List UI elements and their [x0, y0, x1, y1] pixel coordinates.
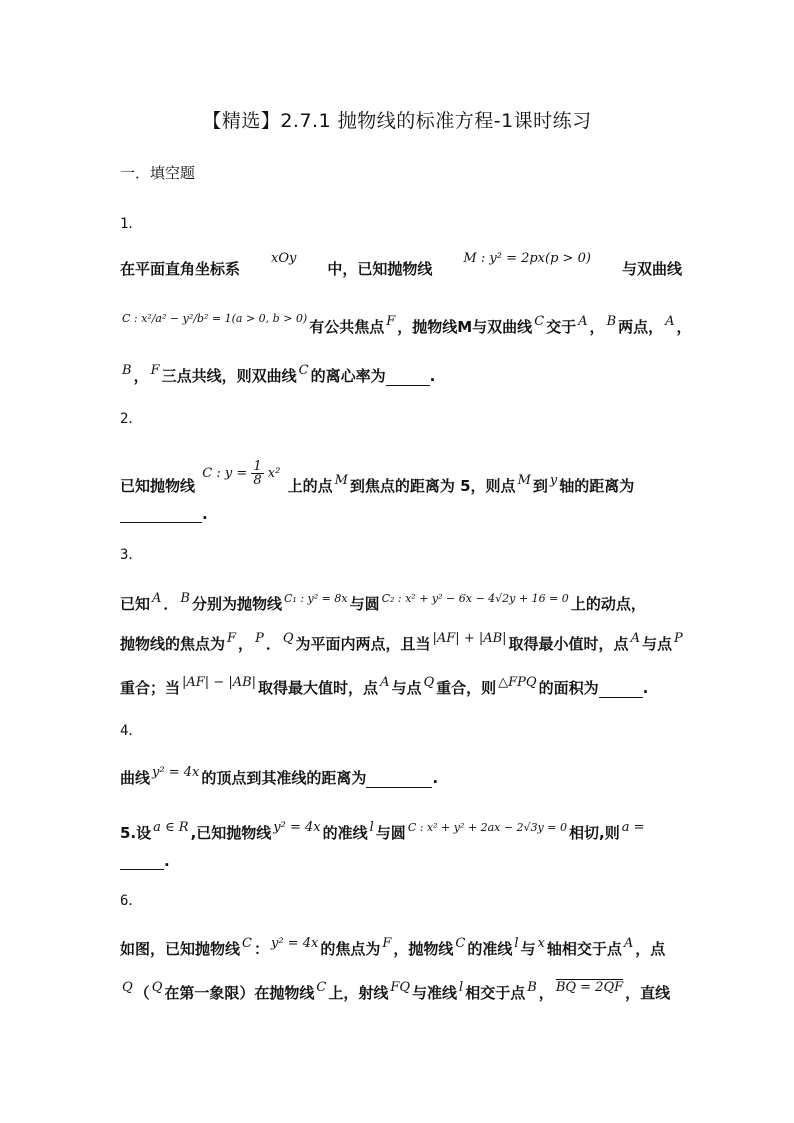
q1-math: C — [298, 363, 309, 378]
q4-text: 曲线 — [120, 769, 151, 787]
q1-math: B — [606, 314, 617, 329]
q1-math: B — [122, 363, 132, 378]
q3-text: 重合，则 — [436, 679, 497, 697]
question-1-line-1 — [120, 251, 682, 279]
q3-math: A — [152, 591, 162, 606]
q2-math: M — [334, 473, 348, 488]
q1-text: 有公共焦点 — [309, 318, 385, 336]
answer-blank[interactable] — [366, 787, 432, 788]
q3-text: 为平面内两点，且当 — [295, 635, 431, 653]
q1-math: C — [534, 314, 545, 329]
q3-text: 已知 — [120, 595, 151, 613]
q6-math: Q — [151, 980, 163, 995]
q1-parabola-eq: M : y² = 2px(p > 0) — [463, 251, 591, 266]
q6-text: ，点 — [635, 940, 666, 958]
q3-text: 与圆 — [349, 595, 380, 613]
q6-text: 的准线 — [467, 940, 513, 958]
q3-math: Q — [423, 675, 435, 690]
answer-blank[interactable] — [120, 869, 164, 870]
question-5-line-1 — [120, 822, 682, 843]
q6-math: FQ — [390, 980, 411, 995]
q3-math: A — [630, 631, 640, 646]
q1-math: F — [386, 314, 396, 329]
q3-text: 与点 — [391, 679, 422, 697]
q4-parabola-eq: y² = 4x — [152, 765, 200, 780]
q6-math: x — [537, 936, 545, 951]
q2-math: M — [517, 473, 531, 488]
q2-text: 到 — [532, 477, 548, 495]
q6-text: 如图，已知抛物线 — [120, 940, 241, 958]
q6-text: 在第一象限）在抛物线 — [164, 984, 315, 1002]
question-4-number: 4． — [120, 723, 143, 739]
q3-text: 分别为抛物线 — [191, 595, 282, 613]
q3-math: P — [255, 631, 264, 646]
q1-text: 在平面直角坐标系 — [120, 260, 241, 278]
q1-xoy: xOy — [271, 251, 297, 266]
question-3-line-3 — [120, 677, 682, 698]
q1-math: A — [665, 314, 675, 329]
q5-text: ,已知抛物线 — [190, 824, 272, 842]
q6-text: ，抛物线 — [393, 940, 454, 958]
q1-math: A — [578, 314, 588, 329]
q5-text: 与圆 — [375, 824, 406, 842]
q6-math: C — [455, 936, 466, 951]
question-2-line-1 — [120, 459, 682, 501]
q3-text: 与点 — [641, 635, 672, 653]
q1-text: 与双曲线 — [621, 260, 682, 278]
q3-math: F — [227, 631, 237, 646]
q1-hyperbola-eq: C : x²/a² − y²/b² = 1(a > 0, b > 0) — [122, 312, 308, 325]
q1-text: 的离心率为 — [310, 367, 386, 385]
q5-math: a = — [621, 820, 645, 835]
q3-math: Q — [282, 631, 294, 646]
q2-frac-num: 1 — [253, 459, 262, 474]
q3-text: 重合；当 — [120, 679, 181, 697]
question-1-line-3 — [120, 365, 682, 386]
document-title: 【精选】2.7.1 抛物线的标准方程-1课时练习 — [202, 110, 592, 132]
q5-text: . — [164, 852, 170, 870]
q5-math: l — [369, 820, 374, 835]
q6-text: 相交于点 — [465, 984, 526, 1002]
question-3-number: 3． — [120, 547, 143, 563]
q6-text: 的焦点为 — [320, 940, 381, 958]
q5-math: a ∈ R — [153, 820, 189, 835]
q2-text: 已知抛物线 — [120, 477, 196, 495]
q2-text: 上的点 — [287, 477, 333, 495]
q3-text: ． — [265, 635, 281, 653]
q6-text: ， — [538, 984, 554, 1002]
question-2-number: 2． — [120, 411, 143, 427]
q2-parabola-eq — [202, 459, 281, 488]
question-6-number: 6． — [120, 893, 143, 909]
q1-text: 中，已知抛物线 — [327, 260, 433, 278]
q3-math: P — [673, 631, 683, 646]
q1-text: ， — [589, 318, 605, 336]
q3-text: 上的动点， — [570, 595, 646, 613]
question-1-number: 1． — [120, 216, 143, 232]
q6-text: ： — [253, 940, 269, 958]
q6-text: 与 — [520, 940, 536, 958]
q2-text: . — [202, 505, 208, 523]
q1-text: ，抛物线M与双曲线 — [397, 318, 533, 336]
q4-text: . — [432, 769, 439, 787]
q3-math: A — [380, 675, 390, 690]
q2-frac-den: 8 — [253, 473, 262, 488]
section-heading: 一．填空题 — [120, 164, 196, 182]
q1-math: F — [150, 363, 160, 378]
q3-circle-eq: C₂ : x² + y² − 6x − 4√2y + 16 = 0 — [381, 592, 569, 605]
q1-text: 交于 — [546, 318, 577, 336]
q1-text: ， — [676, 318, 692, 336]
q6-math: F — [382, 936, 392, 951]
q5-text: 5.设 — [120, 824, 152, 842]
q3-abs-sum: |AF| + |AB| — [432, 631, 507, 646]
answer-blank[interactable] — [386, 385, 430, 386]
q5-text: 的准线 — [322, 824, 368, 842]
question-4-line-1 — [120, 767, 682, 788]
q2-eq-right: x² — [267, 466, 281, 481]
q2-text: 到焦点的距离为 5，则点 — [349, 477, 516, 495]
q3-math: B — [180, 591, 190, 606]
q6-vector-eq: BQ = 2QF — [555, 980, 624, 995]
q6-text: 上，射线 — [328, 984, 389, 1002]
question-6-line-2 — [120, 982, 682, 1003]
question-3-line-2 — [120, 633, 682, 654]
q2-math: y — [549, 473, 558, 488]
q3-triangle: △FPQ — [498, 675, 537, 690]
q5-parabola-eq: y² = 4x — [273, 820, 321, 835]
q5-circle-eq: C : x² + y² + 2ax − 2√3y = 0 — [407, 821, 567, 834]
question-5-line-2 — [120, 852, 682, 870]
answer-blank[interactable] — [120, 522, 202, 523]
q6-math: C — [242, 936, 252, 951]
question-1-line-2 — [120, 312, 692, 337]
q6-math: l — [459, 980, 464, 995]
question-2-line-2 — [120, 505, 682, 523]
q3-text: 取得最小值时，点 — [508, 635, 629, 653]
q1-text: 三点共线，则双曲线 — [161, 367, 297, 385]
q6-math: Q — [122, 980, 133, 995]
q3-text: 抛物线的焦点为 — [120, 635, 226, 653]
q2-eq-left: C : y = — [202, 466, 248, 481]
question-6-line-1 — [120, 938, 682, 959]
q6-math: l — [514, 936, 519, 951]
q2-text: 轴的距离为 — [559, 477, 635, 495]
q3-text: ． — [163, 595, 179, 613]
q6-text: ，直线 — [625, 984, 671, 1002]
q6-parabola-eq: y² = 4x — [270, 936, 319, 951]
q1-text: ， — [133, 367, 149, 385]
question-3-line-1 — [120, 593, 682, 614]
q3-abs-diff: |AF| − |AB| — [182, 675, 257, 690]
q1-text: 两点， — [618, 318, 664, 336]
q6-text: （ — [134, 984, 150, 1002]
q3-text: ， — [238, 635, 254, 653]
q3-text: . — [642, 679, 649, 697]
q3-parabola-eq: C₁ : y² = 8x — [284, 592, 348, 605]
q5-text: 相切,则 — [569, 824, 620, 842]
q6-math: A — [623, 936, 634, 951]
q1-text: . — [429, 367, 436, 385]
q6-text: 与准线 — [412, 984, 458, 1002]
q3-text: 取得最大值时，点 — [258, 679, 379, 697]
answer-blank[interactable] — [599, 697, 643, 698]
q4-text: 的顶点到其准线的距离为 — [201, 769, 367, 787]
q6-math: B — [527, 980, 537, 995]
q6-math: C — [316, 980, 327, 995]
q2-fraction — [251, 460, 263, 487]
q6-text: 轴相交于点 — [546, 940, 622, 958]
q3-text: 的面积为 — [538, 679, 599, 697]
